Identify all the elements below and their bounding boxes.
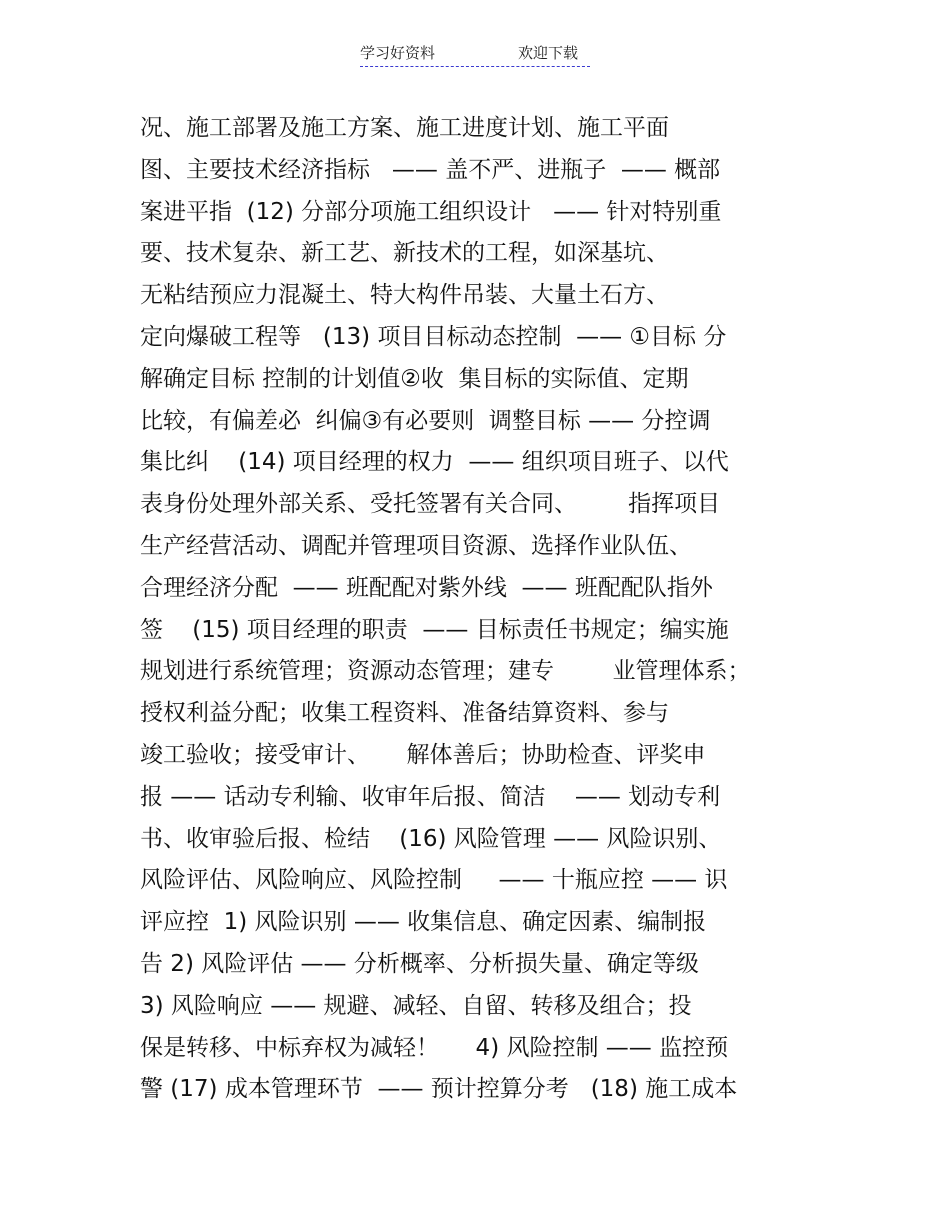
- text-line: 图、主要技术经济指标 —— 盖不严、进瓶子 —— 概部: [140, 156, 721, 183]
- text-line: 评应控 1) 风险识别 —— 收集信息、确定因素、编制报: [140, 909, 707, 936]
- text-line: 规划进行系统管理；资源动态管理；建专 业管理体系；: [140, 658, 751, 685]
- body-text: [140, 108, 930, 1111]
- text-line: 合理经济分配 —— 班配配对紫外线 —— 班配配队指外: [140, 574, 713, 601]
- text-line: 生产经营活动、调配并管理项目资源、选择作业队伍、: [140, 532, 692, 559]
- text-line: 定向爆破工程等 (13) 项目目标动态控制 —— ①目标 分: [140, 323, 727, 350]
- text-line: 保是转移、中标弃权为减轻！ 4) 风险控制 —— 监控预: [140, 1034, 729, 1061]
- text-line: 风险评估、风险响应、风险控制 —— 十瓶应控 —— 识: [140, 867, 728, 894]
- text-line: 集比纠 (14) 项目经理的权力 —— 组织项目班子、以代: [140, 449, 729, 476]
- text-line: 授权利益分配；收集工程资料、准备结算资料、参与: [140, 700, 669, 727]
- text-line: 表身份处理外部关系、受托签署有关合同、 指挥项目: [140, 491, 721, 518]
- text-line: 告 2) 风险评估 —— 分析概率、分析损失量、确定等级: [140, 950, 699, 977]
- page-header: [360, 40, 590, 67]
- text-line: 警 (17) 成本管理环节 —— 预计控算分考 (18) 施工成本: [140, 1076, 738, 1103]
- text-line: 解确定目标 控制的计划值②收 集目标的实际值、定期: [140, 365, 689, 392]
- text-line: 比较，有偏差必 纠偏③有必要则 调整目标 —— 分控调: [140, 407, 711, 434]
- text-line: 3) 风险响应 —— 规避、减轻、自留、转移及组合；投: [140, 992, 692, 1019]
- text-line: 报 —— 话动专利输、收审年后报、简洁 —— 划动专利: [140, 783, 721, 810]
- header-left-text: 学习好资料: [360, 44, 436, 62]
- header-right-text: 欢迎下载: [518, 44, 579, 62]
- text-line: 案进平指 (12) 分部分项施工组织设计 —— 针对特别重: [140, 198, 722, 225]
- text-line: 竣工验收；接受审计、 解体善后；协助检查、评奖申: [140, 741, 706, 768]
- text-line: 书、收审验后报、检结 (16) 风险管理 —— 风险识别、: [140, 825, 722, 852]
- text-line: 况、施工部署及施工方案、施工进度计划、施工平面: [140, 115, 669, 141]
- text-line: 无粘结预应力混凝土、特大构件吊装、大量土石方、: [140, 282, 669, 309]
- text-line: 签 (15) 项目经理的职责 —— 目标责任书规定；编实施: [140, 616, 729, 643]
- text-line: 要、技术复杂、新工艺、新技术的工程，如深基坑、: [140, 240, 669, 267]
